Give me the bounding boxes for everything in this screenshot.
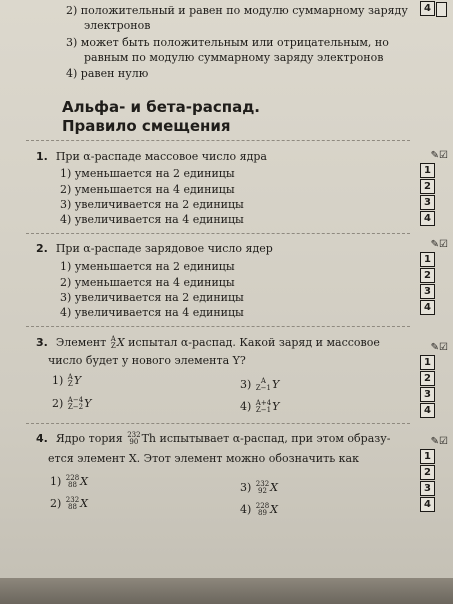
question-3-line2 (48, 352, 428, 369)
option-number: 3) (240, 481, 252, 494)
answer-box-4[interactable] (420, 497, 435, 512)
nuclide-notation (127, 432, 140, 446)
q4-option-2 (50, 497, 88, 511)
q4-answer-boxes (420, 436, 448, 513)
divider (26, 423, 410, 424)
answer-box-label: 2 (424, 467, 431, 478)
answer-box-3[interactable] (420, 284, 435, 299)
nuclide-notation (256, 481, 269, 495)
charge-number: Z (67, 380, 73, 388)
answer-box-label: 3 (424, 389, 431, 400)
answer-box-2[interactable] (420, 465, 435, 480)
q1-option-4: 4) увеличивается на 4 единицы (60, 213, 244, 226)
answer-box-label: 3 (424, 483, 431, 494)
answer-box-label: 4 (424, 499, 431, 510)
page-edge-shadow (0, 578, 453, 604)
divider (26, 326, 410, 327)
answer-box-3[interactable] (420, 195, 435, 210)
answer-box-label: 3 (424, 197, 431, 208)
charge-number: 90 (129, 438, 139, 446)
element-symbol: Y (73, 374, 82, 387)
question-text: При α-распаде зарядовое число ядер (55, 242, 273, 255)
answer-box-label: 4 (424, 3, 431, 14)
q4-option-1 (50, 475, 88, 489)
charge-number: Z (110, 342, 116, 350)
answer-box-label: 1 (424, 254, 431, 265)
element-symbol: X (270, 503, 279, 516)
charge-number: Z−1 (255, 406, 272, 414)
q3-option-3 (240, 378, 279, 392)
section-title-line2: Правило смещения (62, 117, 231, 135)
element-symbol: Th (141, 432, 156, 445)
question-1 (36, 148, 416, 165)
option-text: может быть положительным или отрицательным, но (80, 36, 389, 49)
question-text: При α-распаде массовое число ядра (55, 150, 267, 163)
option-number: 4) (66, 67, 78, 80)
option-number: 1) (52, 374, 64, 387)
question-number: 4. (36, 432, 48, 445)
nuclide-notation (256, 400, 271, 414)
option-number: 3) (66, 36, 78, 49)
answer-box-label: 1 (424, 451, 431, 462)
top-option-2 (66, 4, 408, 17)
q4-option-3 (240, 481, 278, 495)
charge-number: Z−1 (255, 384, 271, 392)
check-box[interactable] (436, 2, 447, 17)
option-number: 1) (50, 475, 62, 488)
option-number: 4) (240, 503, 252, 516)
option-text: электронов (84, 19, 151, 32)
charge-number: 92 (258, 487, 267, 495)
answer-box-label: 2 (424, 373, 431, 384)
element-symbol: X (80, 497, 89, 510)
answer-box-2[interactable] (420, 179, 435, 194)
mass-number: A (260, 377, 266, 385)
section-title (62, 98, 260, 136)
nuclide-notation (68, 397, 83, 411)
option-number: 4) (240, 400, 252, 413)
nuclide-notation (256, 503, 269, 517)
option-number: 2) (52, 397, 64, 410)
mass-number: 228 (65, 474, 80, 482)
answer-box-label: 4 (424, 302, 431, 313)
answer-box-2[interactable] (420, 268, 435, 283)
q3-option-1 (52, 374, 81, 388)
option-number: 2) (50, 497, 62, 510)
question-text: испытывает α-распад, при этом образу- (159, 432, 391, 445)
top-option-3 (66, 36, 389, 49)
option-text: равным по модулю суммарному заряду электронов (84, 51, 384, 64)
q1-answer-boxes (420, 150, 448, 227)
nuclide-notation (68, 374, 73, 388)
mass-number: A+4 (255, 399, 272, 407)
answer-box-label: 1 (424, 357, 431, 368)
question-text: Ядро тория (55, 432, 123, 445)
element-symbol: Y (272, 400, 280, 413)
charge-number: 89 (258, 509, 267, 517)
question-4-line2 (48, 450, 428, 467)
question-number: 2. (36, 242, 48, 255)
nuclide-notation (256, 378, 271, 392)
nuclide-notation (66, 497, 79, 511)
mass-number: 228 (255, 502, 270, 510)
option-text: равен нулю (80, 67, 149, 80)
question-text: испытал α-распад. Какой заряд и массовое (128, 336, 380, 349)
question-4 (36, 430, 416, 447)
divider (26, 233, 410, 234)
top-option-2-cont (84, 19, 150, 32)
q1-option-2: 2) уменьшается на 4 единицы (60, 183, 235, 196)
question-number: 3. (36, 336, 48, 349)
answer-box-label: 3 (424, 286, 431, 297)
element-symbol: Y (84, 397, 92, 410)
pencil-check-icon: ✎☑ (430, 342, 448, 353)
section-title-line1: Альфа- и бета-распад. (62, 98, 261, 116)
nuclide-notation (66, 475, 79, 489)
mass-number: 232 (65, 496, 80, 504)
option-number: 3) (240, 378, 252, 391)
element-symbol: X (270, 481, 279, 494)
answer-box[interactable] (420, 1, 435, 16)
pencil-check-icon: ✎☑ (430, 239, 448, 250)
divider (26, 140, 410, 141)
charge-number: 88 (68, 503, 77, 511)
q2-answer-boxes (420, 239, 448, 316)
question-number: 1. (36, 150, 48, 163)
answer-box-label: 2 (424, 181, 431, 192)
element-symbol: X (80, 475, 89, 488)
question-2 (36, 240, 416, 257)
question-text: число будет у нового элемента Y? (48, 354, 246, 367)
q2-option-1: 1) уменьшается на 2 единицы (60, 260, 235, 273)
q1-option-3: 3) увеличивается на 2 единицы (60, 198, 244, 211)
mass-number: 232 (255, 480, 270, 488)
top-option-4 (66, 67, 148, 80)
answer-box-1[interactable] (420, 163, 435, 178)
nuclide-notation (111, 336, 116, 350)
answer-box-3[interactable] (420, 481, 435, 496)
top-answer-box (420, 0, 448, 17)
charge-number: Z−2 (67, 403, 84, 411)
q3-answer-boxes (420, 342, 448, 419)
answer-box-4[interactable] (420, 300, 435, 315)
question-3 (36, 334, 416, 351)
q2-option-2: 2) уменьшается на 4 единицы (60, 276, 235, 289)
option-number: 2) (66, 4, 78, 17)
answer-box-label: 2 (424, 270, 431, 281)
pencil-check-icon: ✎☑ (430, 150, 448, 161)
q3-option-4 (240, 400, 279, 414)
answer-box-1[interactable] (420, 449, 435, 464)
mass-number: 232 (127, 431, 141, 439)
mass-number: A (67, 373, 73, 381)
mass-number: A−4 (67, 396, 84, 404)
option-text: положительный и равен по модулю суммарному заряду (80, 4, 408, 17)
answer-box-1[interactable] (420, 355, 435, 370)
mass-number: A (110, 335, 116, 343)
question-text: ется элемент X. Этот элемент можно обозначить как (48, 452, 359, 465)
charge-number: 88 (68, 481, 77, 489)
question-text: Элемент (55, 336, 107, 349)
q2-option-4: 4) увеличивается на 4 единицы (60, 306, 244, 319)
answer-box-3[interactable] (420, 387, 435, 402)
q3-option-2 (52, 397, 91, 411)
q1-option-1: 1) уменьшается на 2 единицы (60, 167, 235, 180)
answer-box-label: 4 (424, 405, 431, 416)
q2-option-3: 3) увеличивается на 2 единицы (60, 291, 244, 304)
answer-box-4[interactable] (420, 211, 435, 226)
element-symbol: X (116, 336, 125, 349)
answer-box-label: 4 (424, 213, 431, 224)
answer-box-label: 1 (424, 165, 431, 176)
answer-box-2[interactable] (420, 371, 435, 386)
answer-box-1[interactable] (420, 252, 435, 267)
element-symbol: Y (271, 378, 280, 391)
q4-option-4 (240, 503, 278, 517)
top-option-3-cont (84, 51, 383, 64)
pencil-check-icon: ✎☑ (430, 436, 448, 447)
answer-box-4[interactable] (420, 403, 435, 418)
